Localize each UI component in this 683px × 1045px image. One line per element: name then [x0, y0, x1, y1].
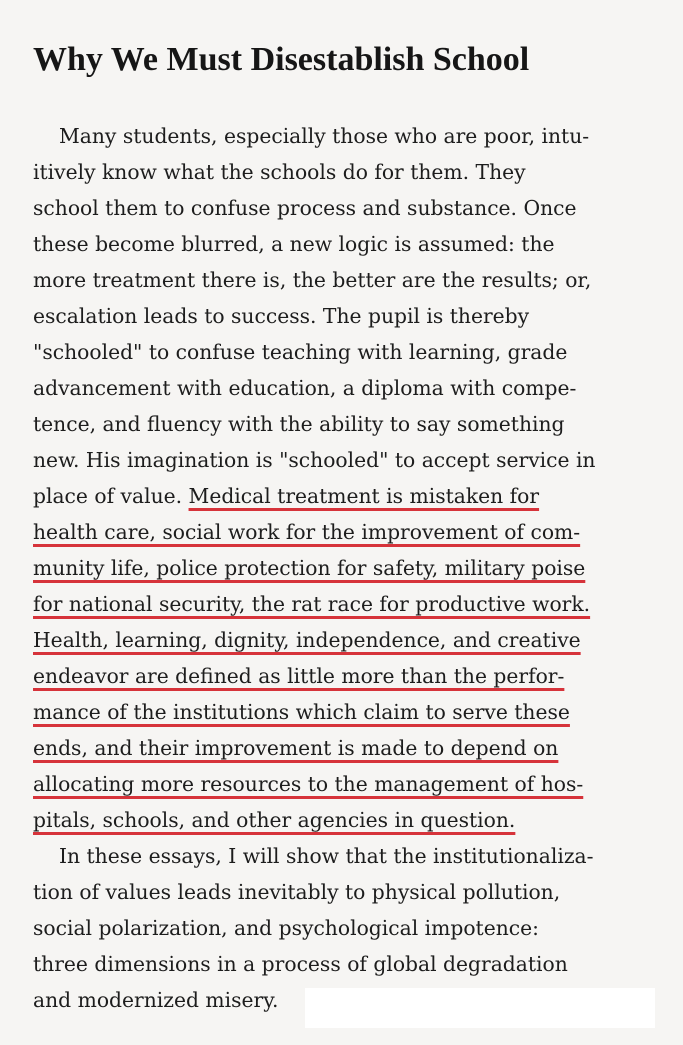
highlighted-text: pitals, schools, and other agencies in question. [33, 808, 516, 832]
highlighted-text: for national security, the rat race for productive work. [33, 592, 591, 616]
text-line-mixed [33, 478, 596, 514]
text-line: school them to confuse process and substance. Once [33, 196, 577, 220]
whiteout-patch [305, 988, 655, 1028]
text-line: these become blurred, a new logic is assumed: the [33, 232, 555, 256]
text-line: tion of values leads inevitably to physical pollution, [33, 880, 561, 904]
highlighted-line [33, 586, 596, 622]
text-line: escalation leads to success. The pupil is thereby [33, 304, 530, 328]
text-line: new. His imagination is "schooled" to accept service in [33, 448, 596, 472]
highlighted-text: munity life, police protection for safety, military poise [33, 556, 586, 580]
text-line: advancement with education, a diploma with compe- [33, 376, 577, 400]
highlighted-text: mance of the institutions which claim to serve these [33, 700, 570, 724]
highlighted-line [33, 802, 596, 838]
highlighted-text: Medical treatment is mistaken for [188, 484, 540, 508]
text-line: Many students, especially those who are poor, intu- [59, 124, 590, 148]
highlighted-line [33, 550, 596, 586]
text-line: In these essays, I will show that the institutionaliza- [59, 844, 594, 868]
text-line: social polarization, and psychological impotence: [33, 916, 539, 940]
text-line: and modernized misery. [33, 988, 279, 1012]
page-title: Why We Must Disestablish School [33, 41, 530, 78]
highlighted-text: endeavor are defined as little more than the perfor- [33, 664, 565, 688]
text-line: "schooled" to confuse teaching with learning, grade [33, 340, 568, 364]
highlighted-line [33, 658, 596, 694]
highlighted-text: ends, and their improvement is made to depend on [33, 736, 559, 760]
highlighted-line [33, 694, 596, 730]
text-line: tence, and fluency with the ability to say something [33, 412, 565, 436]
highlighted-line [33, 766, 596, 802]
text-line: more treatment there is, the better are the results; or, [33, 268, 592, 292]
text-line: three dimensions in a process of global degradation [33, 952, 568, 976]
highlighted-text: allocating more resources to the management of hos- [33, 772, 584, 796]
text-line: itively know what the schools do for them. They [33, 160, 526, 184]
body-text [33, 118, 596, 1018]
highlighted-text: health care, social work for the improvement of com- [33, 520, 581, 544]
highlighted-line [33, 730, 596, 766]
text-segment: place of value. [33, 484, 183, 508]
highlighted-line [33, 514, 596, 550]
highlighted-line [33, 622, 596, 658]
highlighted-text: Health, learning, dignity, independence, and creative [33, 628, 581, 652]
